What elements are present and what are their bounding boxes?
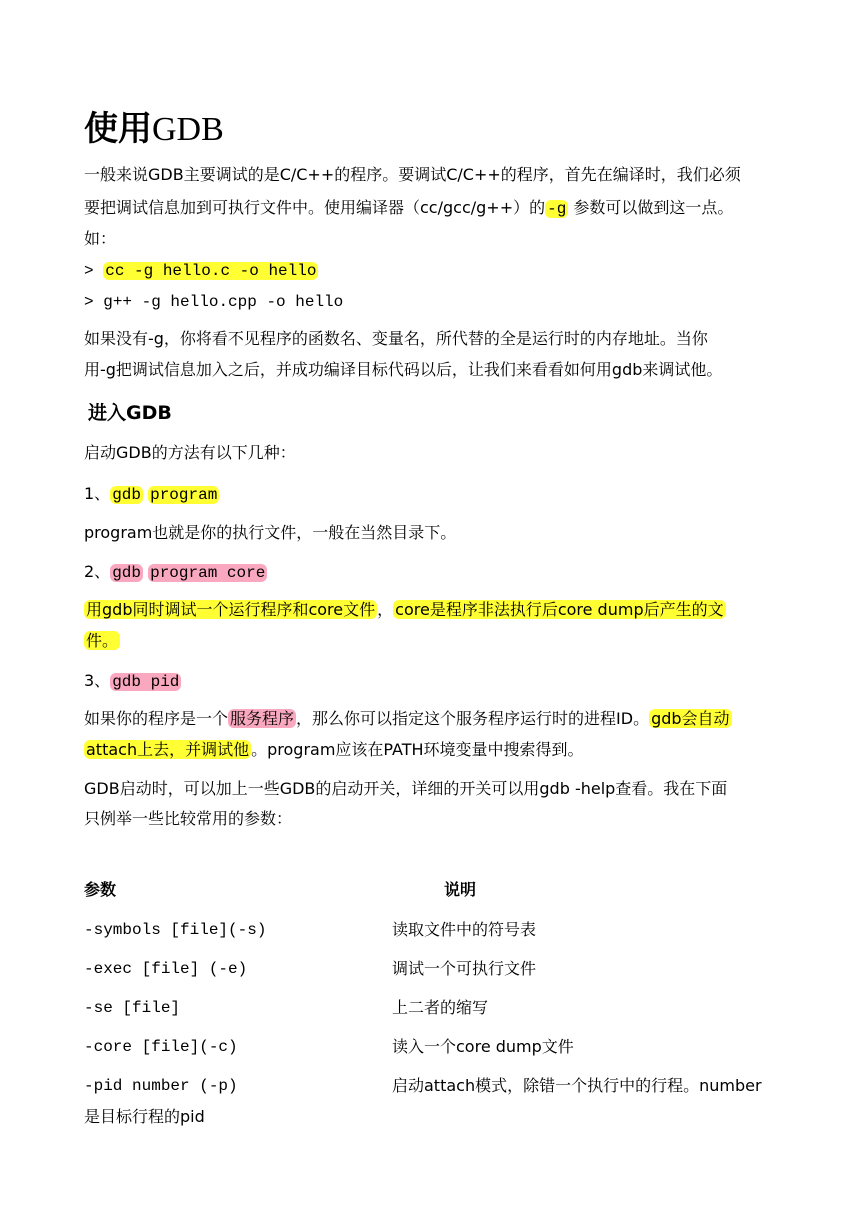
command-2: > g++ -g hello.cpp -o hello: [84, 293, 344, 311]
para2-line-2: 用-g把调试信息加入之后，并成功编译目标代码以后，让我们来看看如何用gdb来调试他。: [84, 360, 723, 379]
table-header-param: 参数: [84, 880, 117, 899]
table-param: -core [file](-c): [84, 1038, 238, 1056]
item-2-desc-line-2: 件。: [86, 631, 119, 650]
table-desc-wrap: 是目标行程的pid: [84, 1107, 205, 1126]
table-param: -pid number (-p): [84, 1077, 238, 1095]
g-flag-highlight: -g: [547, 200, 567, 218]
table-desc: 读入一个core dump文件: [392, 1037, 574, 1056]
item-1-desc: program也就是你的执行文件，一般在当然目录下。: [84, 523, 457, 542]
section-intro: 启动GDB的方法有以下几种：: [84, 443, 296, 462]
intro-line-2: 要把调试信息加到可执行文件中。使用编译器（cc/gcc/g++）的 -g 参数可以做到这一点。: [84, 198, 734, 218]
item-3-desc-line-2: attach上去，并调试他 。program应该在PATH环境变量中搜索得到。: [86, 740, 584, 759]
title-main: 使用: [84, 109, 152, 149]
title-sub: GDB: [152, 111, 224, 148]
para2-line-1: 如果没有-g，你将看不见程序的函数名、变量名，所代替的全是运行时的内存地址。当你: [84, 329, 708, 348]
intro-line-1: 一般来说GDB主要调试的是C/C++的程序。要调试C/C++的程序，首先在编译时，我们必须: [84, 165, 741, 184]
table-param: -exec [file] (-e): [84, 960, 248, 978]
item-2-desc-line-1: 用gdb同时调试一个运行程序和core文件 ， core是程序非法执行后core dump后产生的文: [86, 600, 724, 619]
para3-line-2: 只例举一些比较常用的参数：: [84, 809, 293, 828]
table-param: -symbols [file](-s): [84, 921, 267, 939]
item-1: 1、 gdb program: [84, 484, 218, 504]
table-desc: 调试一个可执行文件: [392, 959, 537, 978]
table-header-desc: 说明: [444, 880, 477, 899]
item-2: 2、 gdb program core: [84, 562, 266, 582]
table-desc: 启动attach模式，除错一个执行中的行程。number: [392, 1076, 762, 1095]
item-3-desc-line-1: 如果你的程序是一个 服务程序 ，那么你可以指定这个服务程序运行时的进程ID。 gdb会自动: [84, 709, 730, 728]
item-3: 3、 gdb pid: [84, 671, 180, 691]
page-title: [84, 104, 224, 155]
table-desc: 上二者的缩写: [392, 998, 489, 1017]
table-param: -se [file]: [84, 999, 181, 1017]
table-desc: 读取文件中的符号表: [392, 920, 537, 939]
intro-line-3: 如：: [84, 229, 117, 248]
para3-line-1: GDB启动时，可以加上一些GDB的启动开关，详细的开关可以用gdb -help查看。我在下面: [84, 779, 728, 798]
section-heading: 进入GDB: [88, 402, 172, 424]
command-1: > cc -g hello.c -o hello: [84, 262, 317, 280]
